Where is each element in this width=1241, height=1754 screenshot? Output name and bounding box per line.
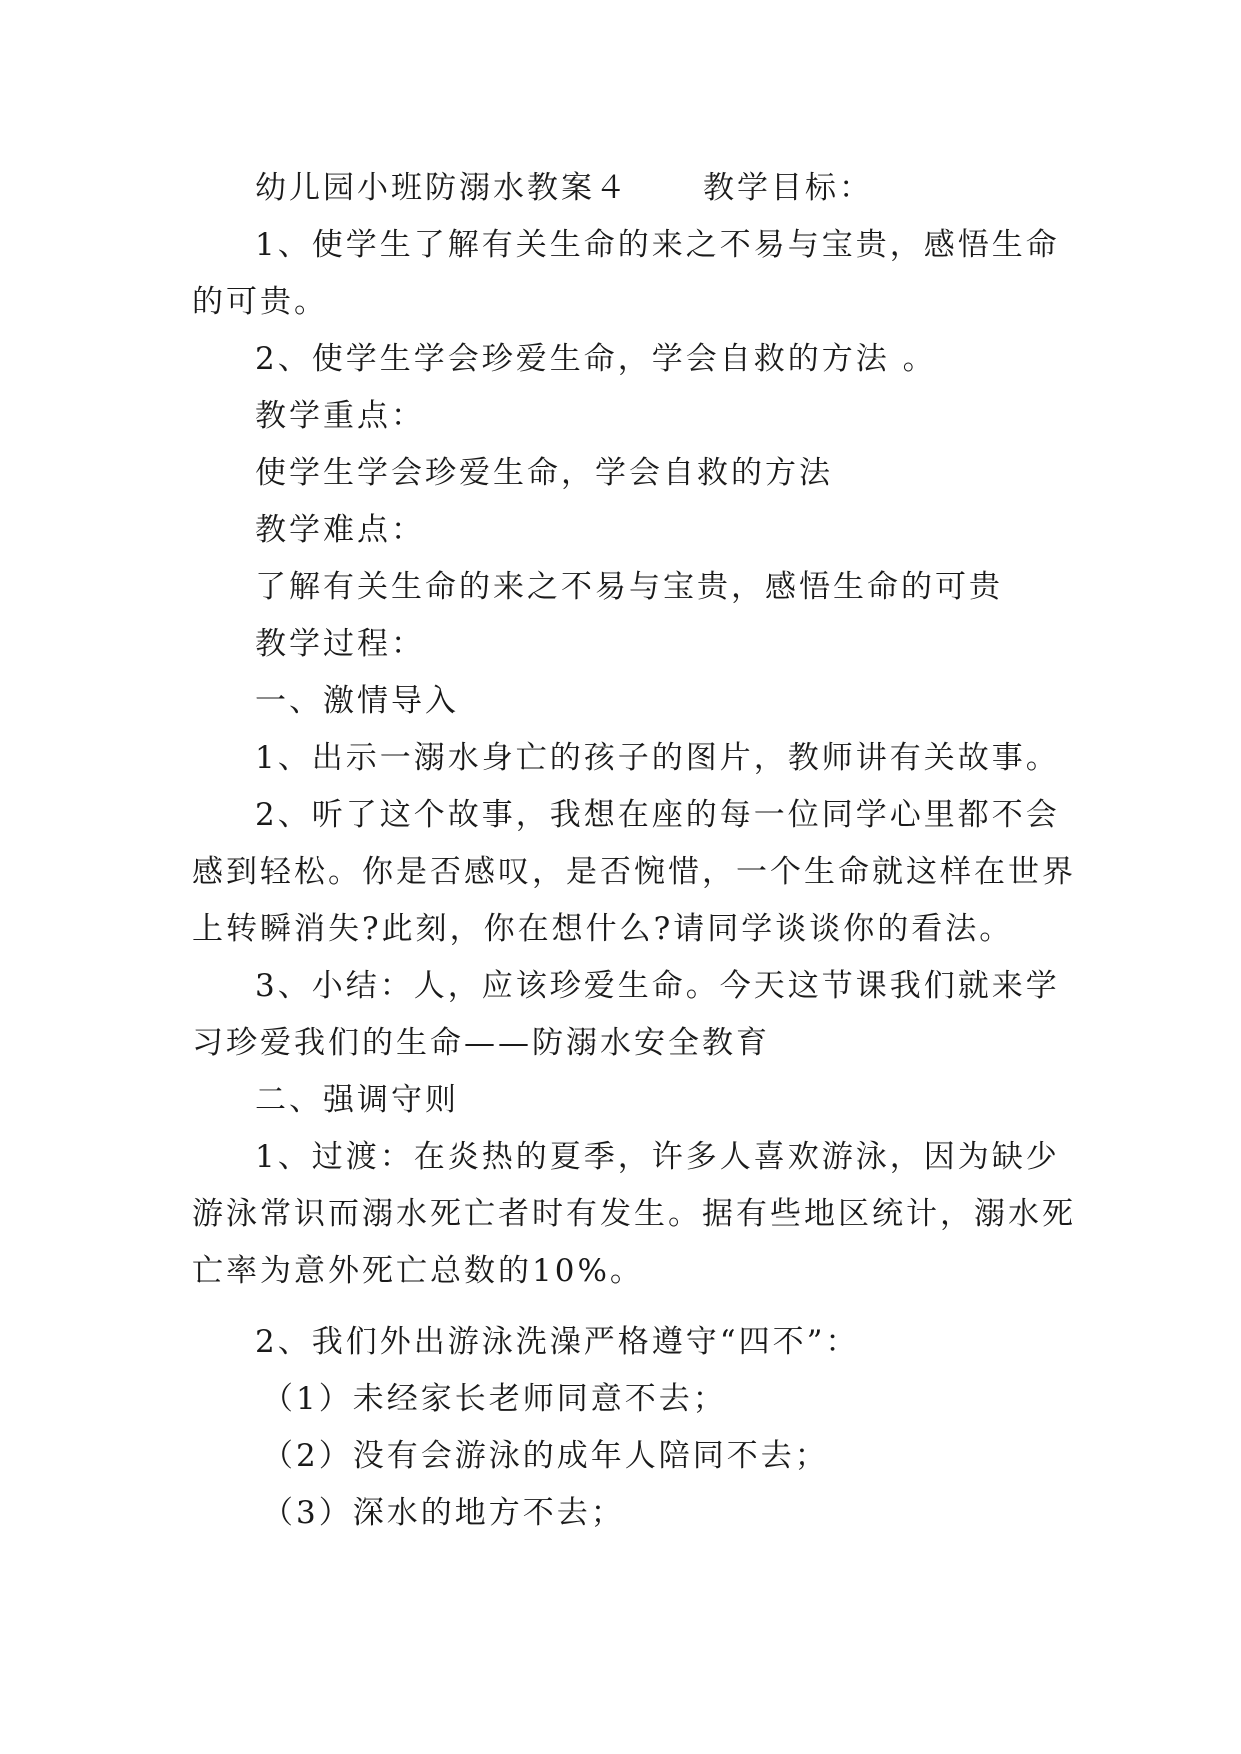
section-1-item-1: 1、出示一溺水身亡的孩子的图片，教师讲有关故事。 (255, 740, 1060, 776)
section-1-item-2-line-2: 感到轻松。你是否感叹，是否惋惜，一个生命就这样在世界 (192, 854, 1076, 890)
process-heading: 教学过程： (255, 626, 425, 662)
goal-1-line-1: 1、使学生了解有关生命的来之不易与宝贵，感悟生命 (255, 227, 1060, 263)
section-1-heading: 一、激情导入 (255, 683, 459, 719)
section-2-heading: 二、强调守则 (255, 1082, 459, 1118)
section-1-item-3-line-1: 3、小结：人，应该珍爱生命。今天这节课我们就来学 (255, 968, 1060, 1004)
goals-heading: 教学目标： (703, 170, 873, 206)
doc-title: 幼儿园小班防溺水教案４ (255, 170, 629, 206)
section-1-item-2-line-1: 2、听了这个故事，我想在座的每一位同学心里都不会 (255, 797, 1060, 833)
difficulty-text: 了解有关生命的来之不易与宝贵，感悟生命的可贵 (255, 569, 1003, 605)
section-2-item-2: 2、我们外出游泳洗澡严格遵守“四不”： (255, 1324, 860, 1360)
doc-title-line (255, 168, 873, 208)
goal-1-line-2: 的可贵。 (192, 284, 328, 320)
section-2-item-1-line-2: 游泳常识而溺水死亡者时有发生。据有些地区统计，溺水死 (192, 1196, 1076, 1232)
rule-1: （1）未经家长老师同意不去； (262, 1381, 727, 1417)
section-2-item-1-line-1: 1、过渡：在炎热的夏季，许多人喜欢游泳，因为缺少 (255, 1139, 1060, 1175)
key-points-text: 使学生学会珍爱生命，学会自救的方法 (255, 455, 833, 491)
difficulty-heading: 教学难点： (255, 512, 425, 548)
rule-3: （3）深水的地方不去； (262, 1495, 625, 1531)
goal-2: 2、使学生学会珍爱生命，学会自救的方法 。 (255, 341, 937, 377)
rule-2: （2）没有会游泳的成年人陪同不去； (262, 1438, 829, 1474)
key-points-heading: 教学重点： (255, 398, 425, 434)
section-2-item-1-line-3: 亡率为意外死亡总数的10%。 (192, 1253, 644, 1289)
section-1-item-3-line-2: 习珍爱我们的生命——防溺水安全教育 (192, 1025, 770, 1061)
section-1-item-2-line-3: 上转瞬消失?此刻，你在想什么?请同学谈谈你的看法。 (192, 911, 1014, 947)
